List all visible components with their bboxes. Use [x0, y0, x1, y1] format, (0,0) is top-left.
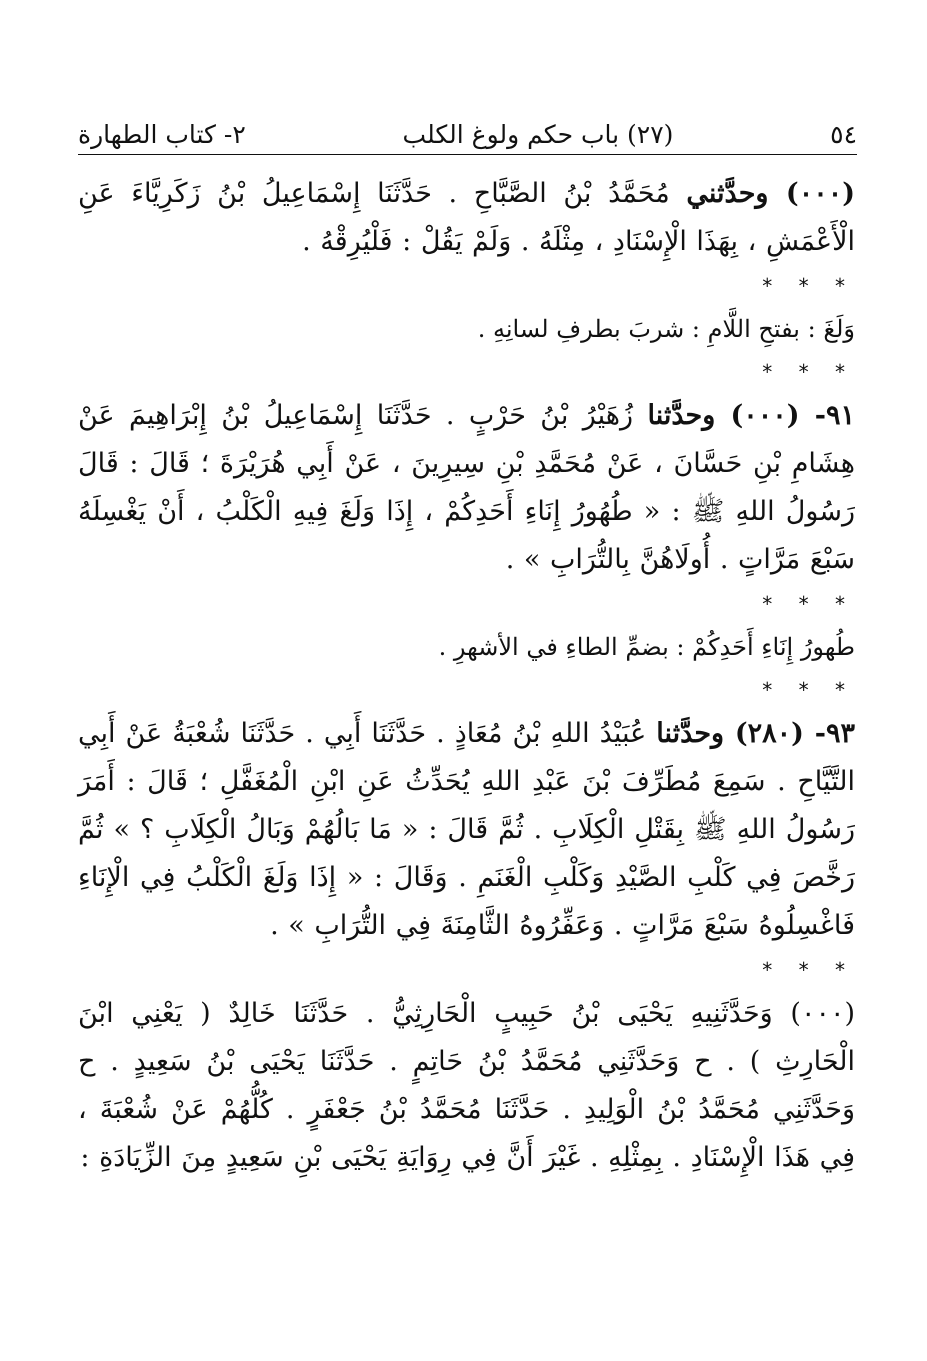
running-header: [78, 113, 857, 155]
hadith-paragraph: [78, 170, 855, 266]
commentary-note: طُهورُ إِنَاءِ أَحَدِكُمْ : بضمِّ الطاءِ في الأشهرِ .: [438, 633, 855, 661]
section-divider: * * *: [762, 360, 855, 384]
hadith-lead: ٩٣- (٢٨٠) وحدَّثنا: [656, 718, 855, 749]
page-number: ٥٤: [830, 120, 857, 149]
hadith-text: زُهَيْرُ بْنُ حَرْبٍ . حَدَّثَنَا إِسْمَاعِيلُ بْنُ إِبْرَاهِيمَ عَنْ هِشَامِ بْنِ حَسَّانَ ، عَنْ مُحَمَّدِ بْنِ سِيرِينَ ، عَنْ أَبِي هُرَيْرَةَ ؛ قَالَ : قَالَ رَسُولُ اللهِ ﷺ : « طُهُورُ إِنَاءِ أَحَدِكُمْ ، إِذَا وَلَغَ فِيهِ الْكَلْبُ ، أَنْ يَغْسِلَهُ سَبْعَ مَرَّاتٍ . أُولَاهُنَّ بِالتُّرَابِ » .: [78, 400, 855, 575]
hadith-text: مُحَمَّدُ بْنُ الصَّبَّاحِ . حَدَّثَنَا إِسْمَاعِيلُ بْنُ زَكَرِيَّاءَ عَنِ الْأَعْمَشِ ، بِهَذَا الْإِسْنَادِ ، مِثْلَهُ . وَلَمْ يَقُلْ : فَلْيُرِقْهُ .: [78, 178, 855, 257]
hadith-lead: ٩١- (٠٠٠) وحدَّثنا: [647, 400, 855, 431]
hadith-text: (٠٠٠) وَحَدَّثَنِيهِ يَحْيَى بْنُ حَبِيبٍ الْحَارِثِيُّ . حَدَّثَنَا خَالِدٌ ( يَعْنِي ابْنَ الْحَارِثِ ) . ح وَحَدَّثَنِي مُحَمَّدُ بْنُ حَاتِمٍ . حَدَّثَنَا يَحْيَى بْنُ سَعِيدٍ . ح وَحَدَّثَنِي مُحَمَّدُ بْنُ الْوَلِيدِ . حَدَّثَنَا مُحَمَّدُ بْنُ جَعْفَرٍ . كُلُّهُمْ عَنْ شُعْبَةَ ، فِي هَذَا الْإِسْنَادِ . بِمِثْلِهِ . غَيْرَ أَنَّ فِي رِوَايَةِ يَحْيَى بْنِ سَعِيدٍ مِنَ الزِّيَادَةِ :: [78, 998, 855, 1173]
chapter-title: (٢٧) باب حكم ولوغ الكلب: [402, 120, 674, 149]
hadith-lead: (٠٠٠) وحدَّثني: [686, 178, 855, 209]
hadith-paragraph: [78, 392, 855, 584]
hadith-paragraph: [78, 710, 855, 950]
commentary-note: وَلَغَ : بفتحِ اللَّامِ : شربَ بطرفِ لسانِهِ .: [477, 315, 855, 343]
hadith-paragraph: [78, 990, 855, 1182]
section-divider: * * *: [762, 958, 855, 982]
page-body: [78, 170, 855, 1182]
section-divider: * * *: [762, 678, 855, 702]
section-divider: * * *: [762, 274, 855, 298]
section-divider: * * *: [762, 592, 855, 616]
hadith-text: عُبَيْدُ اللهِ بْنُ مُعَاذٍ . حَدَّثَنَا أَبِي . حَدَّثَنَا شُعْبَةُ عَنْ أَبِي التَّيَّاحِ . سَمِعَ مُطَرِّفَ بْنَ عَبْدِ اللهِ يُحَدِّثُ عَنِ ابْنِ الْمُغَفَّلِ ؛ قَالَ : أَمَرَ رَسُولُ اللهِ ﷺ بِقَتْلِ الْكِلَابِ . ثُمَّ قَالَ : « مَا بَالُهُمْ وَبَالُ الْكِلَابِ ؟ » ثُمَّ رَخَّصَ فِي كَلْبِ الصَّيْدِ وَكَلْبِ الْغَنَمِ . وَقَالَ : « إِذَا وَلَغَ الْكَلْبُ فِي الْإِنَاءِ فَاغْسِلُوهُ سَبْعَ مَرَّاتٍ . وَعَفِّرُوهُ الثَّامِنَةَ فِي التُّرَابِ » .: [78, 718, 855, 941]
book-title: ٢- كتاب الطهارة: [78, 120, 246, 149]
